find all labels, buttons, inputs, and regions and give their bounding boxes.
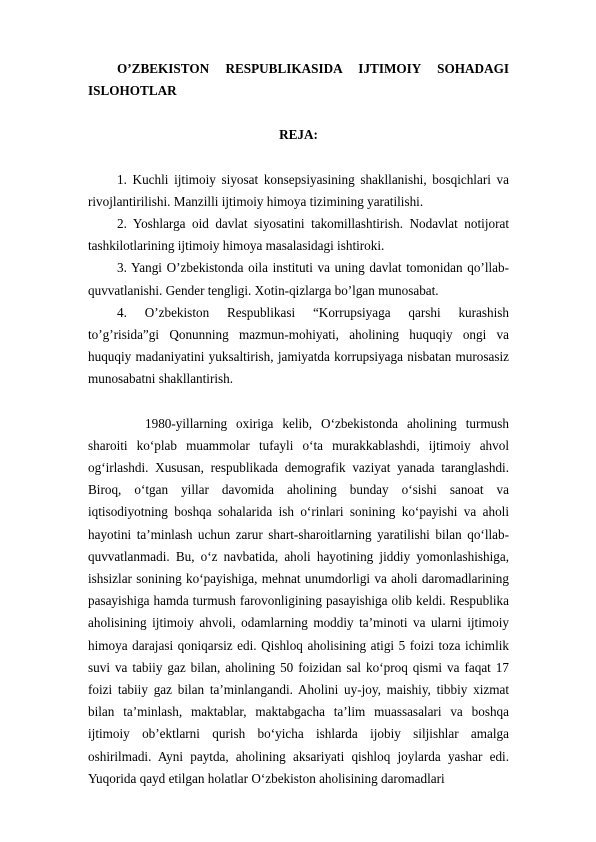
plan-item: 2. Yoshlarga oid davlat siyosatini takomillashtirish. Nodavlat notijorat tashkilotlarining ijtimoiy himoya masalasidagi ishtiroki. <box>88 216 509 254</box>
plan-heading: REJA: <box>279 127 318 143</box>
plan-item: 4. O’zbekiston Respublikasi “Korrupsiyaga qarshi kurashish to’g’risida”gi Qonunning mazmun-mohiyati, aholining huquqiy ongi va huquqiy madaniyatini yuksaltirish, jamiyatda korrupsiyaga nisbatan murosasiz munosabatni shakllantirish. <box>88 304 509 387</box>
document-title: O’ZBEKISTON RESPUBLIKASIDA IJTIMOIY SOHADAGI ISLOHOTLAR <box>88 61 509 99</box>
page-content <box>88 58 509 790</box>
plan-item: 3. Yangi O’zbekistonda oila instituti va uning davlat tomonidan qo’llab-quvvatlanishi. Gender tengligi. Xotin-qizlarga bo’lgan munosabat. <box>88 260 509 298</box>
plan-item: 1. Kuchli ijtimoiy siyosat konsepsiyasining shakllanishi, bosqichlari va rivojlantirilishi. Manzilli ijtimoiy himoya tizimining yaratilishi. <box>88 171 509 209</box>
plan-list <box>88 169 509 391</box>
body-paragraph: 1980-yillarning oxiriga kelib, O‘zbekistonda aholining turmush sharoiti ko‘plab muammolar tufayli o‘ta murakkablashdi, ijtimoiy ahvol og‘irlashdi. Xususan, respublikada demografik vaziyat yanada taranglashdi. Biroq, o‘tgan yillar davomida aholining bunday o‘sishi sanoat va iqtisodiyotning boshqa sohalarida ish o‘rinlari sonining ko‘payishi va aholi hayotini ta’minlash uchun zarur shart-sharoitlarning yaratilishi bilan qo‘llab-quvvatlanmadi. Bu, o‘z navbatida, aholi hayotining jiddiy yomonlashishiga, ishsizlar sonining ko‘payishiga, mehnat unumdorligi va aholi daromadlarining pasayishiga hamda turmush farovonligining pasayishiga olib keldi. Respublika aholisining ijtimoiy ahvoli, odamlarning moddiy ta’minoti va ularni ijtimoiy himoya darajasi qoniqarsiz edi. Qishloq aholisining atigi 5 foizi toza ichimlik suvi va tabiiy gaz bilan, aholining 50 foizidan sal ko‘proq qismi va faqat 17 foizi tabiiy gaz bilan ta’minlangandi. Aholini uy-joy, maishiy, tibbiy xizmat bilan ta’minlash, maktablar, maktabgacha ta’lim muassasalari va boshqa ijtimoiy ob’ektlarni qurish bo‘yicha ishlarda ijobiy siljishlar amalga oshirilmadi. Ayni paytda, aholining aksariyati qishloq joylarda yashar edi. Yuqorida qayd etilgan holatlar O‘zbekiston aholisining daromadlari <box>88 415 509 786</box>
